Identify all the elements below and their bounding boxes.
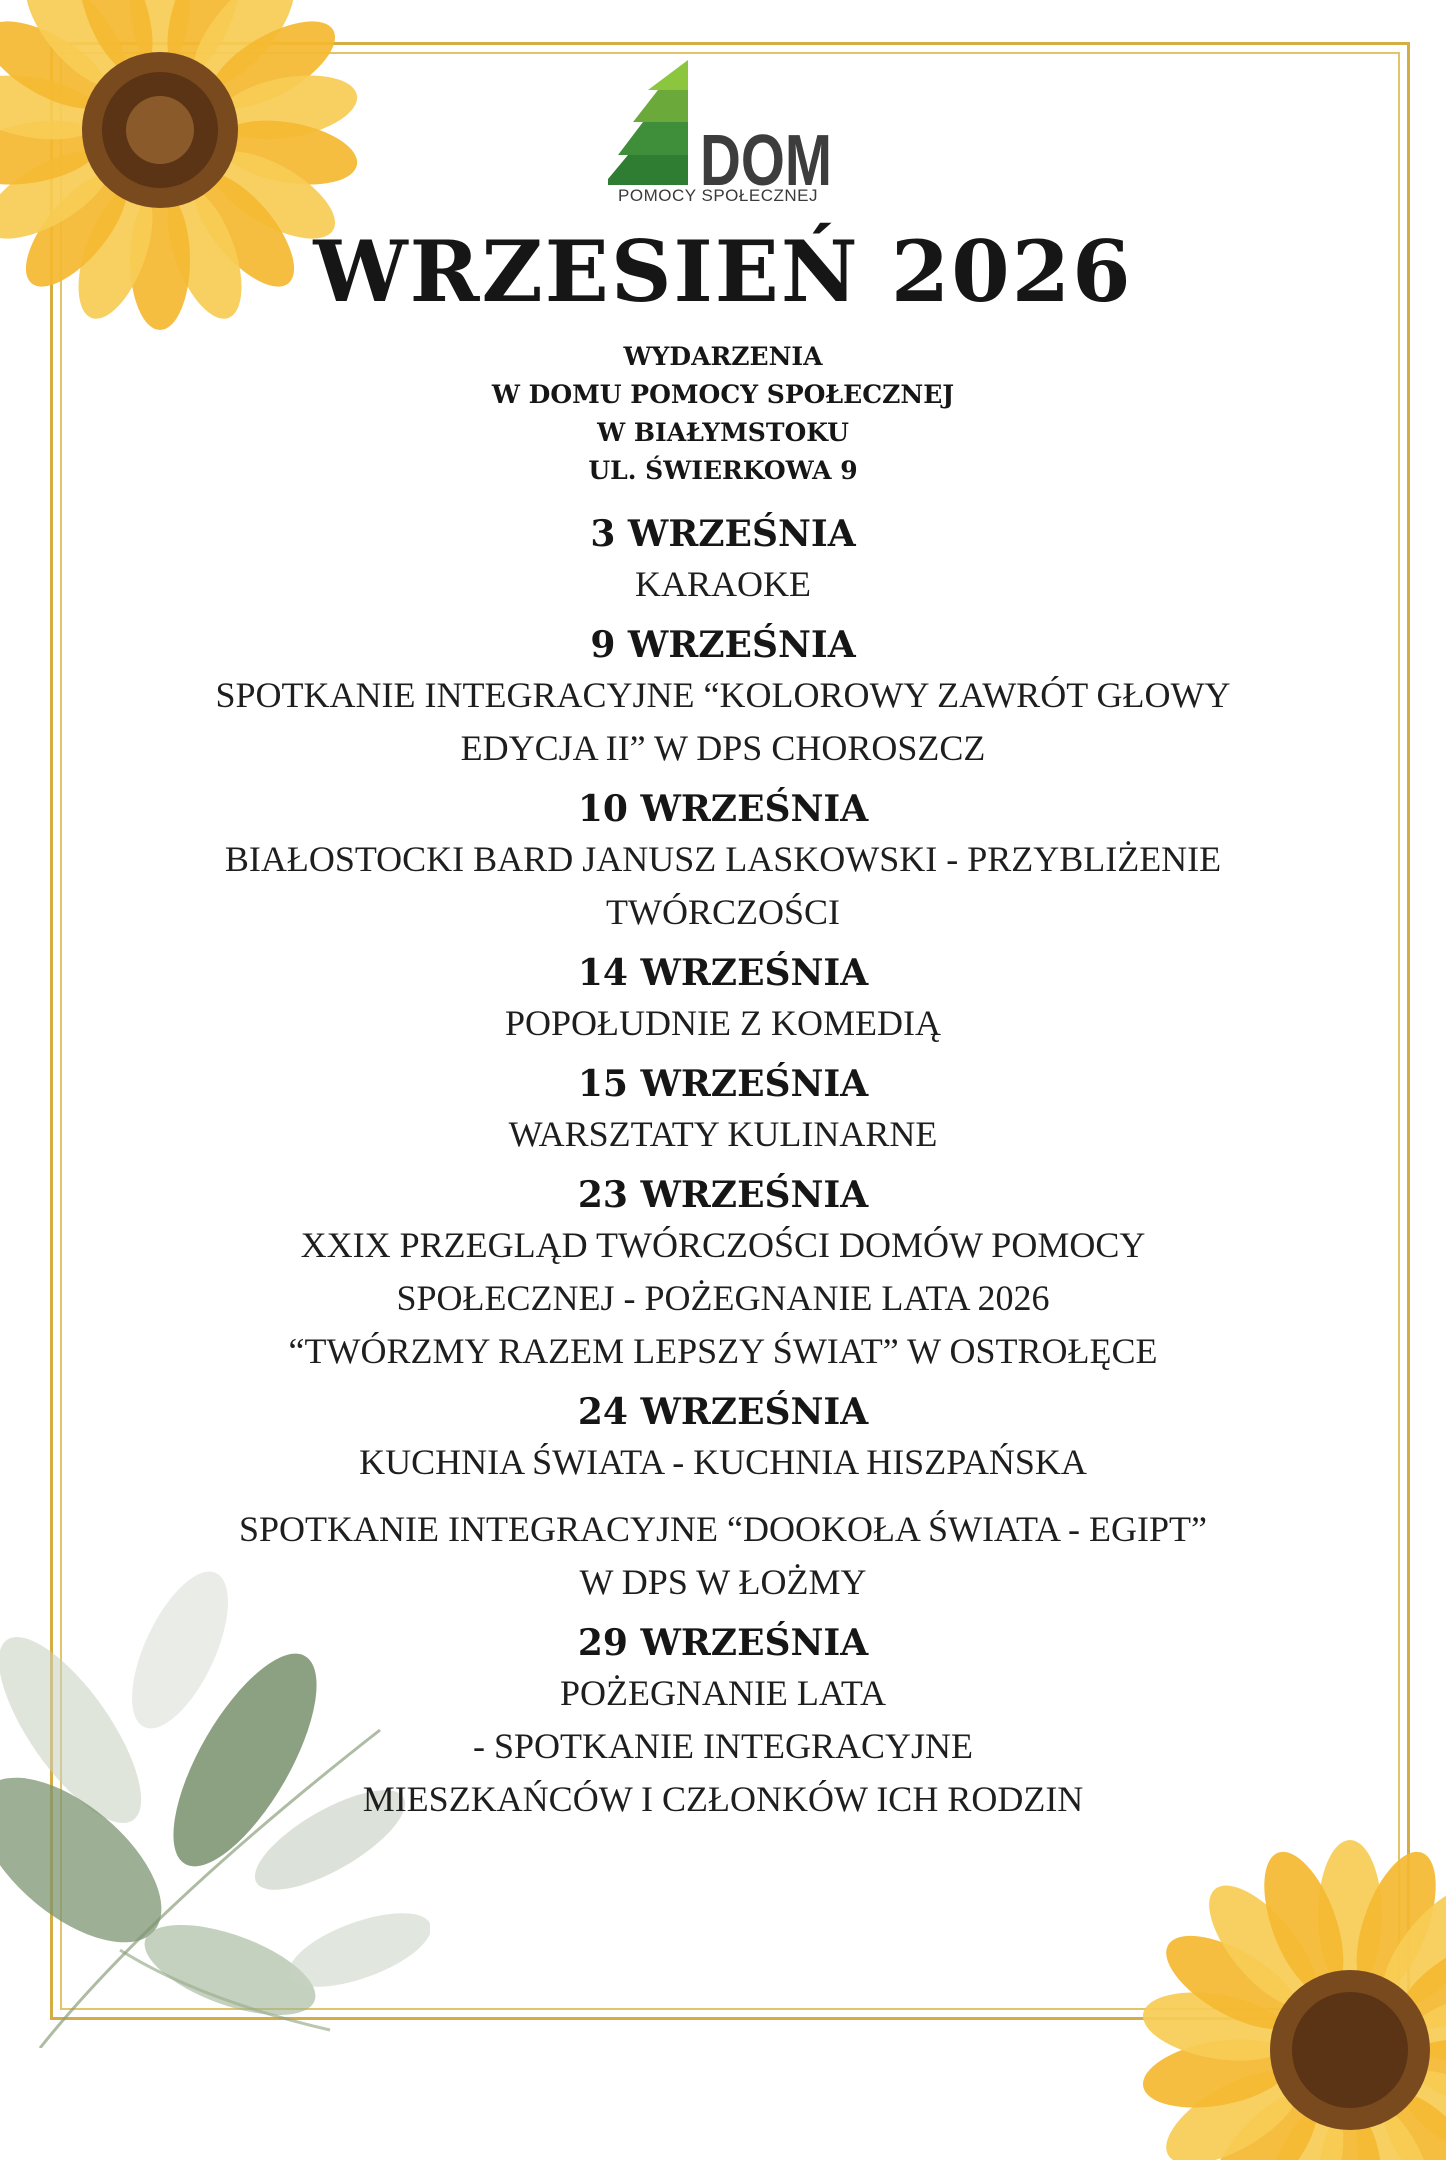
event-description: MIESZKAŃCÓW I CZŁONKÓW ICH RODZIN xyxy=(362,1779,1084,1819)
event-date: 15 WRZEŚNIA xyxy=(577,1063,869,1105)
event-date: 14 WRZEŚNIA xyxy=(577,952,869,994)
event-description: KUCHNIA ŚWIATA - KUCHNIA HISZPAŃSKA xyxy=(359,1442,1087,1482)
event-date: 9 WRZEŚNIA xyxy=(590,624,856,666)
event-date: 10 WRZEŚNIA xyxy=(577,788,869,830)
event-item xyxy=(140,949,1306,1050)
subtitle-line: UL. ŚWIERKOWA 9 xyxy=(588,456,858,485)
event-description: W DPS W ŁOŻMY xyxy=(579,1562,867,1602)
event-description: POŻEGNANIE LATA xyxy=(559,1673,887,1713)
subtitle-line: W DOMU POMOCY SPOŁECZNEJ xyxy=(491,380,955,409)
event-description: XXIX PRZEGLĄD TWÓRCZOŚCI DOMÓW POMOCY xyxy=(300,1225,1146,1265)
event-date: 23 WRZEŚNIA xyxy=(577,1174,869,1216)
subtitle-line: WYDARZENIA xyxy=(623,342,823,371)
event-item xyxy=(140,1171,1306,1378)
event-description: BIAŁOSTOCKI BARD JANUSZ LASKOWSKI - PRZYBLIŻENIE xyxy=(224,839,1222,879)
event-item xyxy=(140,621,1306,775)
event-description: EDYCJA II” W DPS CHOROSZCZ xyxy=(460,728,986,768)
event-description: TWÓRCZOŚCI xyxy=(606,892,840,932)
event-description: SPOŁECZNEJ - POŻEGNANIE LATA 2026 xyxy=(396,1278,1050,1318)
event-description: POPOŁUDNIE Z KOMEDIĄ xyxy=(505,1003,941,1043)
event-date: 24 WRZEŚNIA xyxy=(577,1391,869,1433)
event-description: KARAOKE xyxy=(635,564,811,604)
event-list xyxy=(140,510,1306,1836)
subtitle-line: W BIAŁYMSTOKU xyxy=(597,418,849,447)
event-description: - SPOTKANIE INTEGRACYJNE xyxy=(473,1726,973,1766)
event-item xyxy=(140,1388,1306,1609)
event-item xyxy=(140,1060,1306,1161)
logo-caption: POMOCY SPOŁECZNEJ xyxy=(618,186,818,205)
event-description: SPOTKANIE INTEGRACYJNE “KOLOROWY ZAWRÓT GŁOWY xyxy=(215,675,1231,715)
event-description: WARSZTATY KULINARNE xyxy=(508,1114,938,1154)
logo-word: DOM xyxy=(700,121,832,201)
event-item xyxy=(140,1619,1306,1826)
subtitle xyxy=(0,338,1446,490)
event-description: “TWÓRZMY RAZEM LEPSZY ŚWIAT” W OSTROŁĘCE xyxy=(288,1331,1158,1371)
event-date: 29 WRZEŚNIA xyxy=(577,1622,869,1664)
page-title: WRZESIEŃ 2026 xyxy=(313,222,1133,321)
event-date: 3 WRZEŚNIA xyxy=(590,513,856,555)
event-description: SPOTKANIE INTEGRACYJNE “DOOKOŁA ŚWIATA - EGIPT” xyxy=(238,1509,1208,1549)
event-item xyxy=(140,785,1306,939)
event-item xyxy=(140,510,1306,611)
